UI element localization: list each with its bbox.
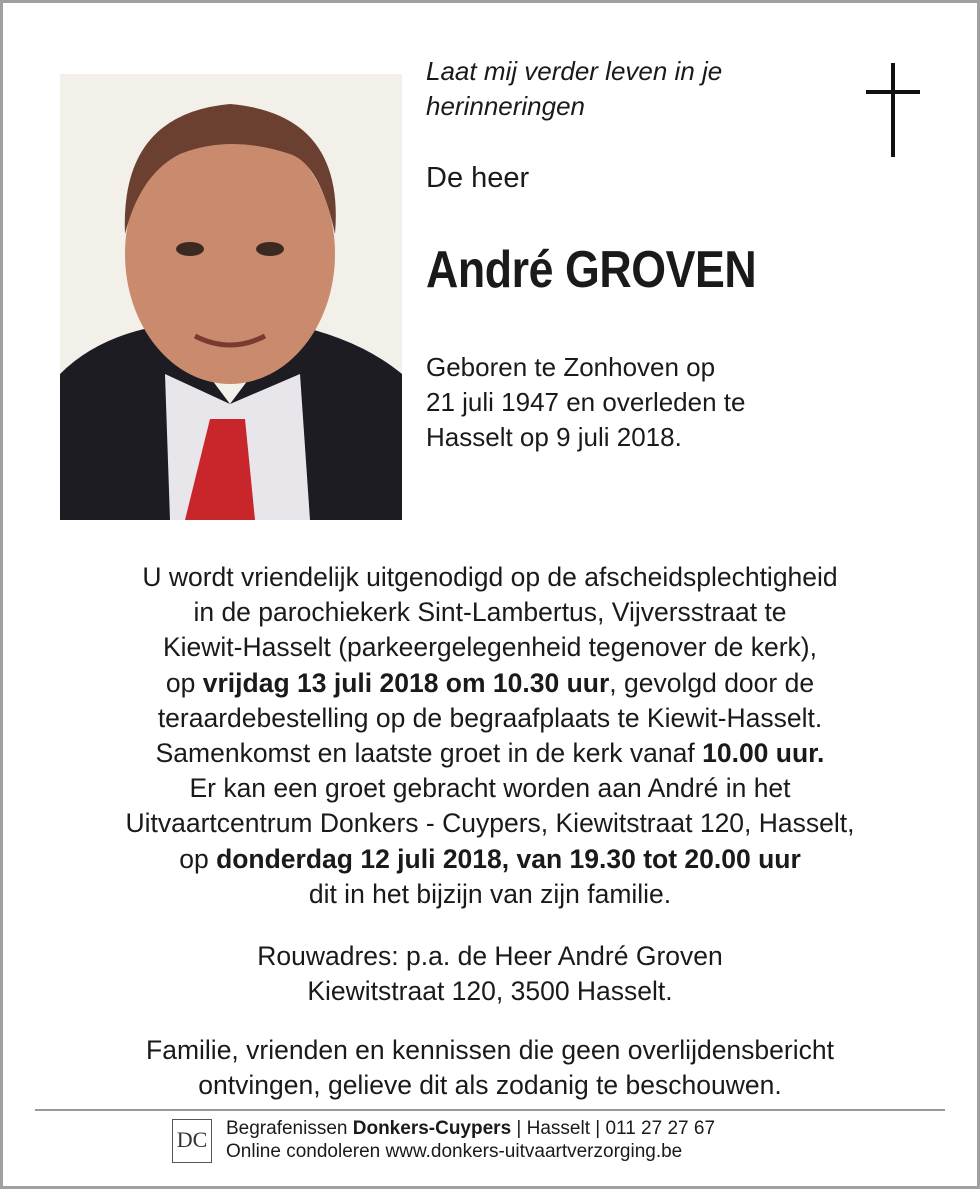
text: op [179,843,217,874]
text-line: dit in het bijzijn van zijn familie. [308,878,672,909]
text: , gevolgd door de [609,667,815,698]
company-name: Donkers-Cuypers [352,1118,512,1139]
invitation-text [0,560,980,912]
birth-line: 21 juli 1947 en overleden te [426,387,746,417]
gathering-time: 10.00 uur. [702,738,825,769]
text-line: teraardebestelling op de begraafplaats te Kiewit-Hasselt. [157,702,823,733]
footer [226,1117,715,1163]
footer-line [226,1117,715,1140]
deceased-name: André GROVEN [426,241,757,299]
text: Samenkomst en laatste groet in de kerk vanaf [155,738,703,769]
funeral-datetime: vrijdag 13 juli 2018 om 10.30 uur [202,667,610,698]
text-line: Kiewitstraat 120, 3500 Hasselt. [307,976,673,1007]
text-line: Er kan een groet gebracht worden aan André in het [189,773,791,804]
condolence-link[interactable]: Online condoleren www.donkers-uitvaartverzorging.be [226,1141,683,1162]
text: | Hasselt | 011 27 27 67 [511,1118,716,1139]
text: Begrafenissen [226,1118,353,1139]
honorific: De heer [426,162,530,194]
motto-line: herinneringen [426,91,586,121]
motto [426,54,722,124]
divider [35,1109,945,1111]
text: op [165,667,203,698]
text-line [0,842,980,877]
text-line: Familie, vrienden en kennissen die geen overlijdensbericht [146,1035,834,1065]
birth-line: Geboren te Zonhoven op [426,352,716,382]
text-line: U wordt vriendelijk uitgenodigd op de afscheidsplechtigheid [142,562,838,592]
text-line: Rouwadres: p.a. de Heer André Groven [257,941,723,971]
birth-line: Hasselt op 9 juli 2018. [426,422,682,452]
notice-text [0,1033,980,1103]
text-line: Kiewit-Hasselt (parkeergelegenheid tegenover de kerk), [162,632,817,663]
cross-icon-bar [866,90,920,94]
funeral-home-logo: DC [172,1119,212,1163]
text-line: ontvingen, gelieve dit als zodanig te beschouwen. [198,1070,782,1101]
text-line [0,666,980,701]
motto-line: Laat mij verder leven in je [426,56,723,86]
portrait-photo [60,74,402,520]
cross-icon [891,63,895,157]
text-line: Uitvaartcentrum Donkers - Cuypers, Kiewitstraat 120, Hasselt, [125,808,855,839]
visitation-datetime: donderdag 12 juli 2018, van 19.30 tot 20.00 uur [216,843,801,874]
text-line: in de parochiekerk Sint-Lambertus, Vijversstraat te [193,597,787,628]
birth-death-info [426,350,745,455]
mourning-address [0,939,980,1009]
text-line [0,736,980,771]
